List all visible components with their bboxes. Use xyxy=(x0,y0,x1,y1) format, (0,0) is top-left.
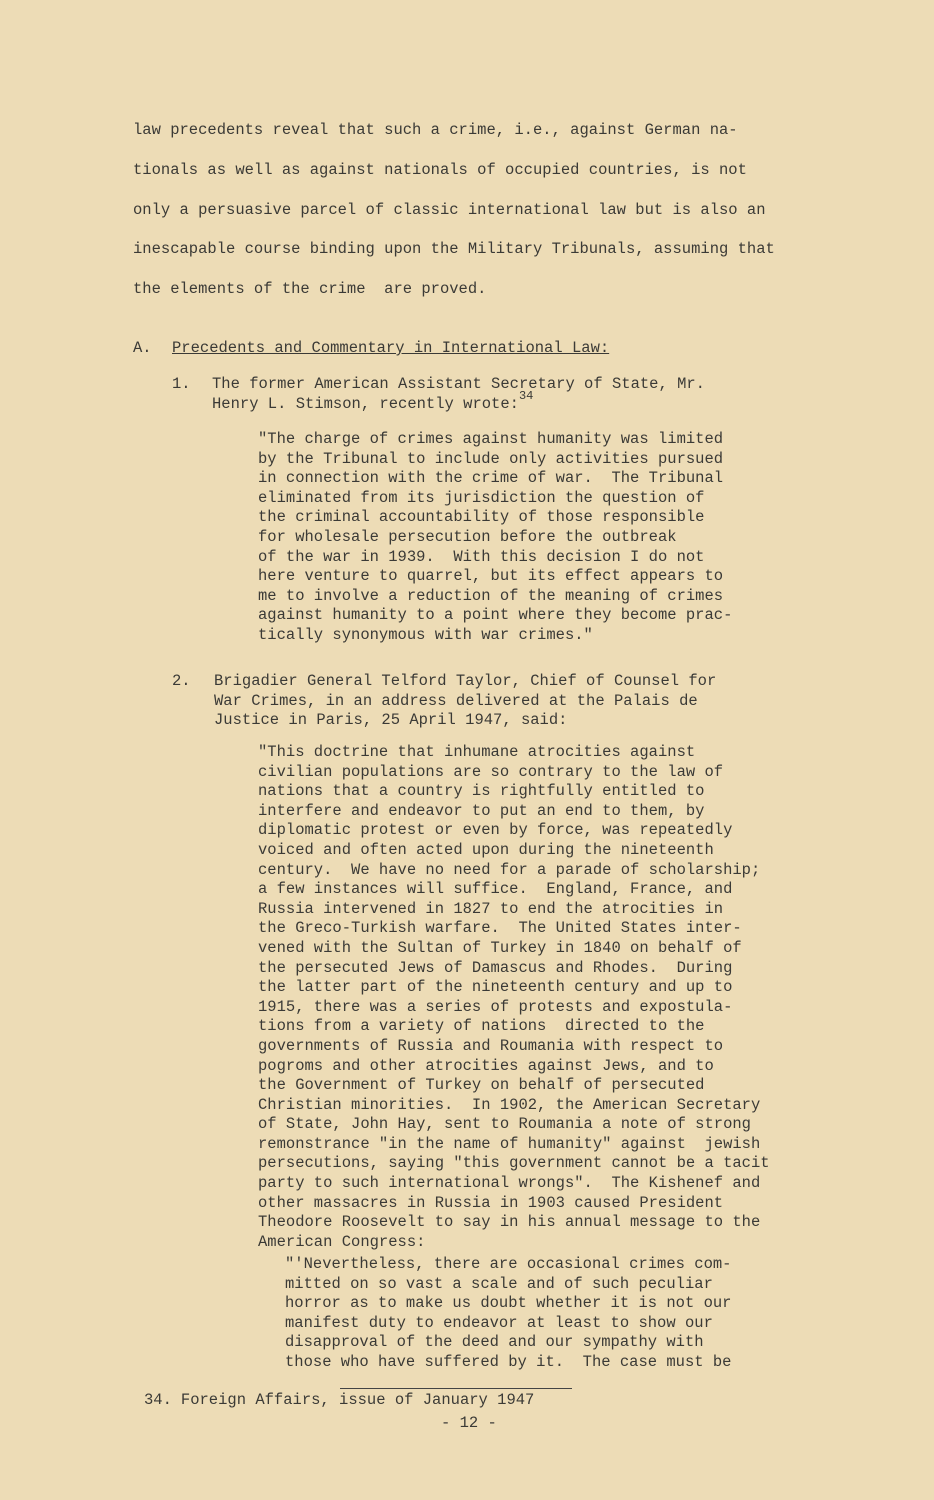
footnote-divider xyxy=(340,1388,572,1389)
text-line: the persecuted Jews of Damascus and Rhodes. During xyxy=(258,958,733,977)
item-1-text xyxy=(212,375,705,414)
roosevelt-quote xyxy=(285,1255,731,1373)
text-line: Theodore Roosevelt to say in his annual message to the xyxy=(258,1213,761,1232)
text-line: Justice in Paris, 25 April 1947, said: xyxy=(214,711,568,730)
text-line: persecutions, saying "this government cannot be a tacit xyxy=(258,1154,770,1173)
heading-marker: A. xyxy=(133,339,152,357)
page-number: - 12 - xyxy=(441,1414,497,1432)
text-line: pogroms and other atrocities against Jews, and to xyxy=(258,1056,714,1075)
text-line: me to involve a reduction of the meaning of crimes xyxy=(258,586,724,605)
text-line: manifest duty to endeavor at least to show our xyxy=(285,1313,713,1332)
text-line: the latter part of the nineteenth century and up to xyxy=(258,978,733,997)
text-line: party to such international wrongs". The Kishenef and xyxy=(258,1174,761,1193)
text-line: horror as to make us doubt whether it is not our xyxy=(285,1294,732,1313)
section-heading xyxy=(133,339,610,359)
footnote xyxy=(144,1391,534,1411)
text-line: American Congress: xyxy=(258,1232,426,1251)
text-line: of the war in 1939. With this decision I do not xyxy=(258,547,705,566)
text-line: Christian minorities. In 1902, the American Secretary xyxy=(258,1095,761,1114)
main-paragraph xyxy=(133,120,775,319)
text-line: nations that a country is rightfully entitled to xyxy=(258,782,705,801)
text-line: tions from a variety of nations directed to the xyxy=(258,1017,705,1036)
text-line: century. We have no need for a parade of scholarship; xyxy=(258,860,761,879)
text-line: The former American Assistant Secretary of State, Mr. xyxy=(212,375,705,393)
text-line-content: Henry L. Stimson, recently wrote: xyxy=(212,394,519,413)
text-line: 1915, there was a series of protests and expostula- xyxy=(258,997,733,1016)
text-line: tionals as well as against nationals of occupied countries, is not xyxy=(133,160,747,179)
text-line: voiced and often acted upon during the nineteenth xyxy=(258,840,714,859)
text-line: diplomatic protest or even by force, was repeatedly xyxy=(258,821,733,840)
text-line: the Government of Turkey on behalf of persecuted xyxy=(258,1076,705,1095)
text-line: "The charge of crimes against humanity was limited xyxy=(258,430,724,448)
taylor-quote xyxy=(258,743,770,1252)
text-line: disapproval of the deed and our sympathy with xyxy=(285,1333,704,1352)
text-line: "'Nevertheless, there are occasional crimes com- xyxy=(285,1255,732,1273)
text-line: Brigadier General Telford Taylor, Chief of Counsel for xyxy=(214,672,717,690)
text-line: by the Tribunal to include only activities pursued xyxy=(258,449,724,468)
text-line: other massacres in Russia in 1903 caused President xyxy=(258,1193,724,1212)
heading-text: Precedents and Commentary in International Law: xyxy=(172,339,610,357)
text-line: War Crimes, in an address delivered at the Palais de xyxy=(214,691,698,710)
text-line: the Greco-Turkish warfare. The United States inter- xyxy=(258,919,742,938)
item-2-text xyxy=(214,672,716,731)
text-line: inescapable course binding upon the Military Tribunals, assuming that xyxy=(133,240,775,259)
text-line: eliminated from its jurisdiction the question of xyxy=(258,488,705,507)
text-line: in connection with the crime of war. The Tribunal xyxy=(258,469,724,488)
stimson-quote xyxy=(258,430,732,646)
footnote-text: Foreign Affairs, issue of January 1947 xyxy=(180,1391,535,1409)
text-line: remonstrance "in the name of humanity" against jewish xyxy=(258,1134,761,1153)
text-line: Russia intervened in 1827 to end the atrocities in xyxy=(258,899,724,918)
item-1-number: 1. xyxy=(172,375,191,393)
text-line: tically synonymous with war crimes." xyxy=(258,625,593,644)
item-2-number: 2. xyxy=(172,672,191,690)
text-line: those who have suffered by it. The case must be xyxy=(285,1352,732,1371)
text-line: "This doctrine that inhumane atrocities against xyxy=(258,743,696,761)
text-line: for wholesale persecution before the outbreak xyxy=(258,527,677,546)
text-line: here venture to quarrel, but its effect appears to xyxy=(258,567,724,586)
text-line: law precedents reveal that such a crime, i.e., against German na- xyxy=(133,121,738,139)
text-line: civilian populations are so contrary to the law of xyxy=(258,762,724,781)
text-line: governments of Russia and Roumania with respect to xyxy=(258,1036,724,1055)
text-line: a few instances will suffice. England, France, and xyxy=(258,880,733,899)
text-line: only a persuasive parcel of classic international law but is also an xyxy=(133,200,766,219)
footnote-number: 34. xyxy=(144,1391,172,1409)
text-line: of State, John Hay, sent to Roumania a note of strong xyxy=(258,1115,751,1134)
text-line: against humanity to a point where they become prac- xyxy=(258,606,733,625)
text-line xyxy=(212,389,705,415)
text-line: mitted on so vast a scale and of such peculiar xyxy=(285,1274,713,1293)
text-line: interfere and endeavor to put an end to them, by xyxy=(258,801,705,820)
text-line: the criminal accountability of those responsible xyxy=(258,508,705,527)
text-line: vened with the Sultan of Turkey in 1840 on behalf of xyxy=(258,938,742,957)
text-line: the elements of the crime are proved. xyxy=(133,280,487,299)
footnote-ref: 34 xyxy=(518,389,534,404)
